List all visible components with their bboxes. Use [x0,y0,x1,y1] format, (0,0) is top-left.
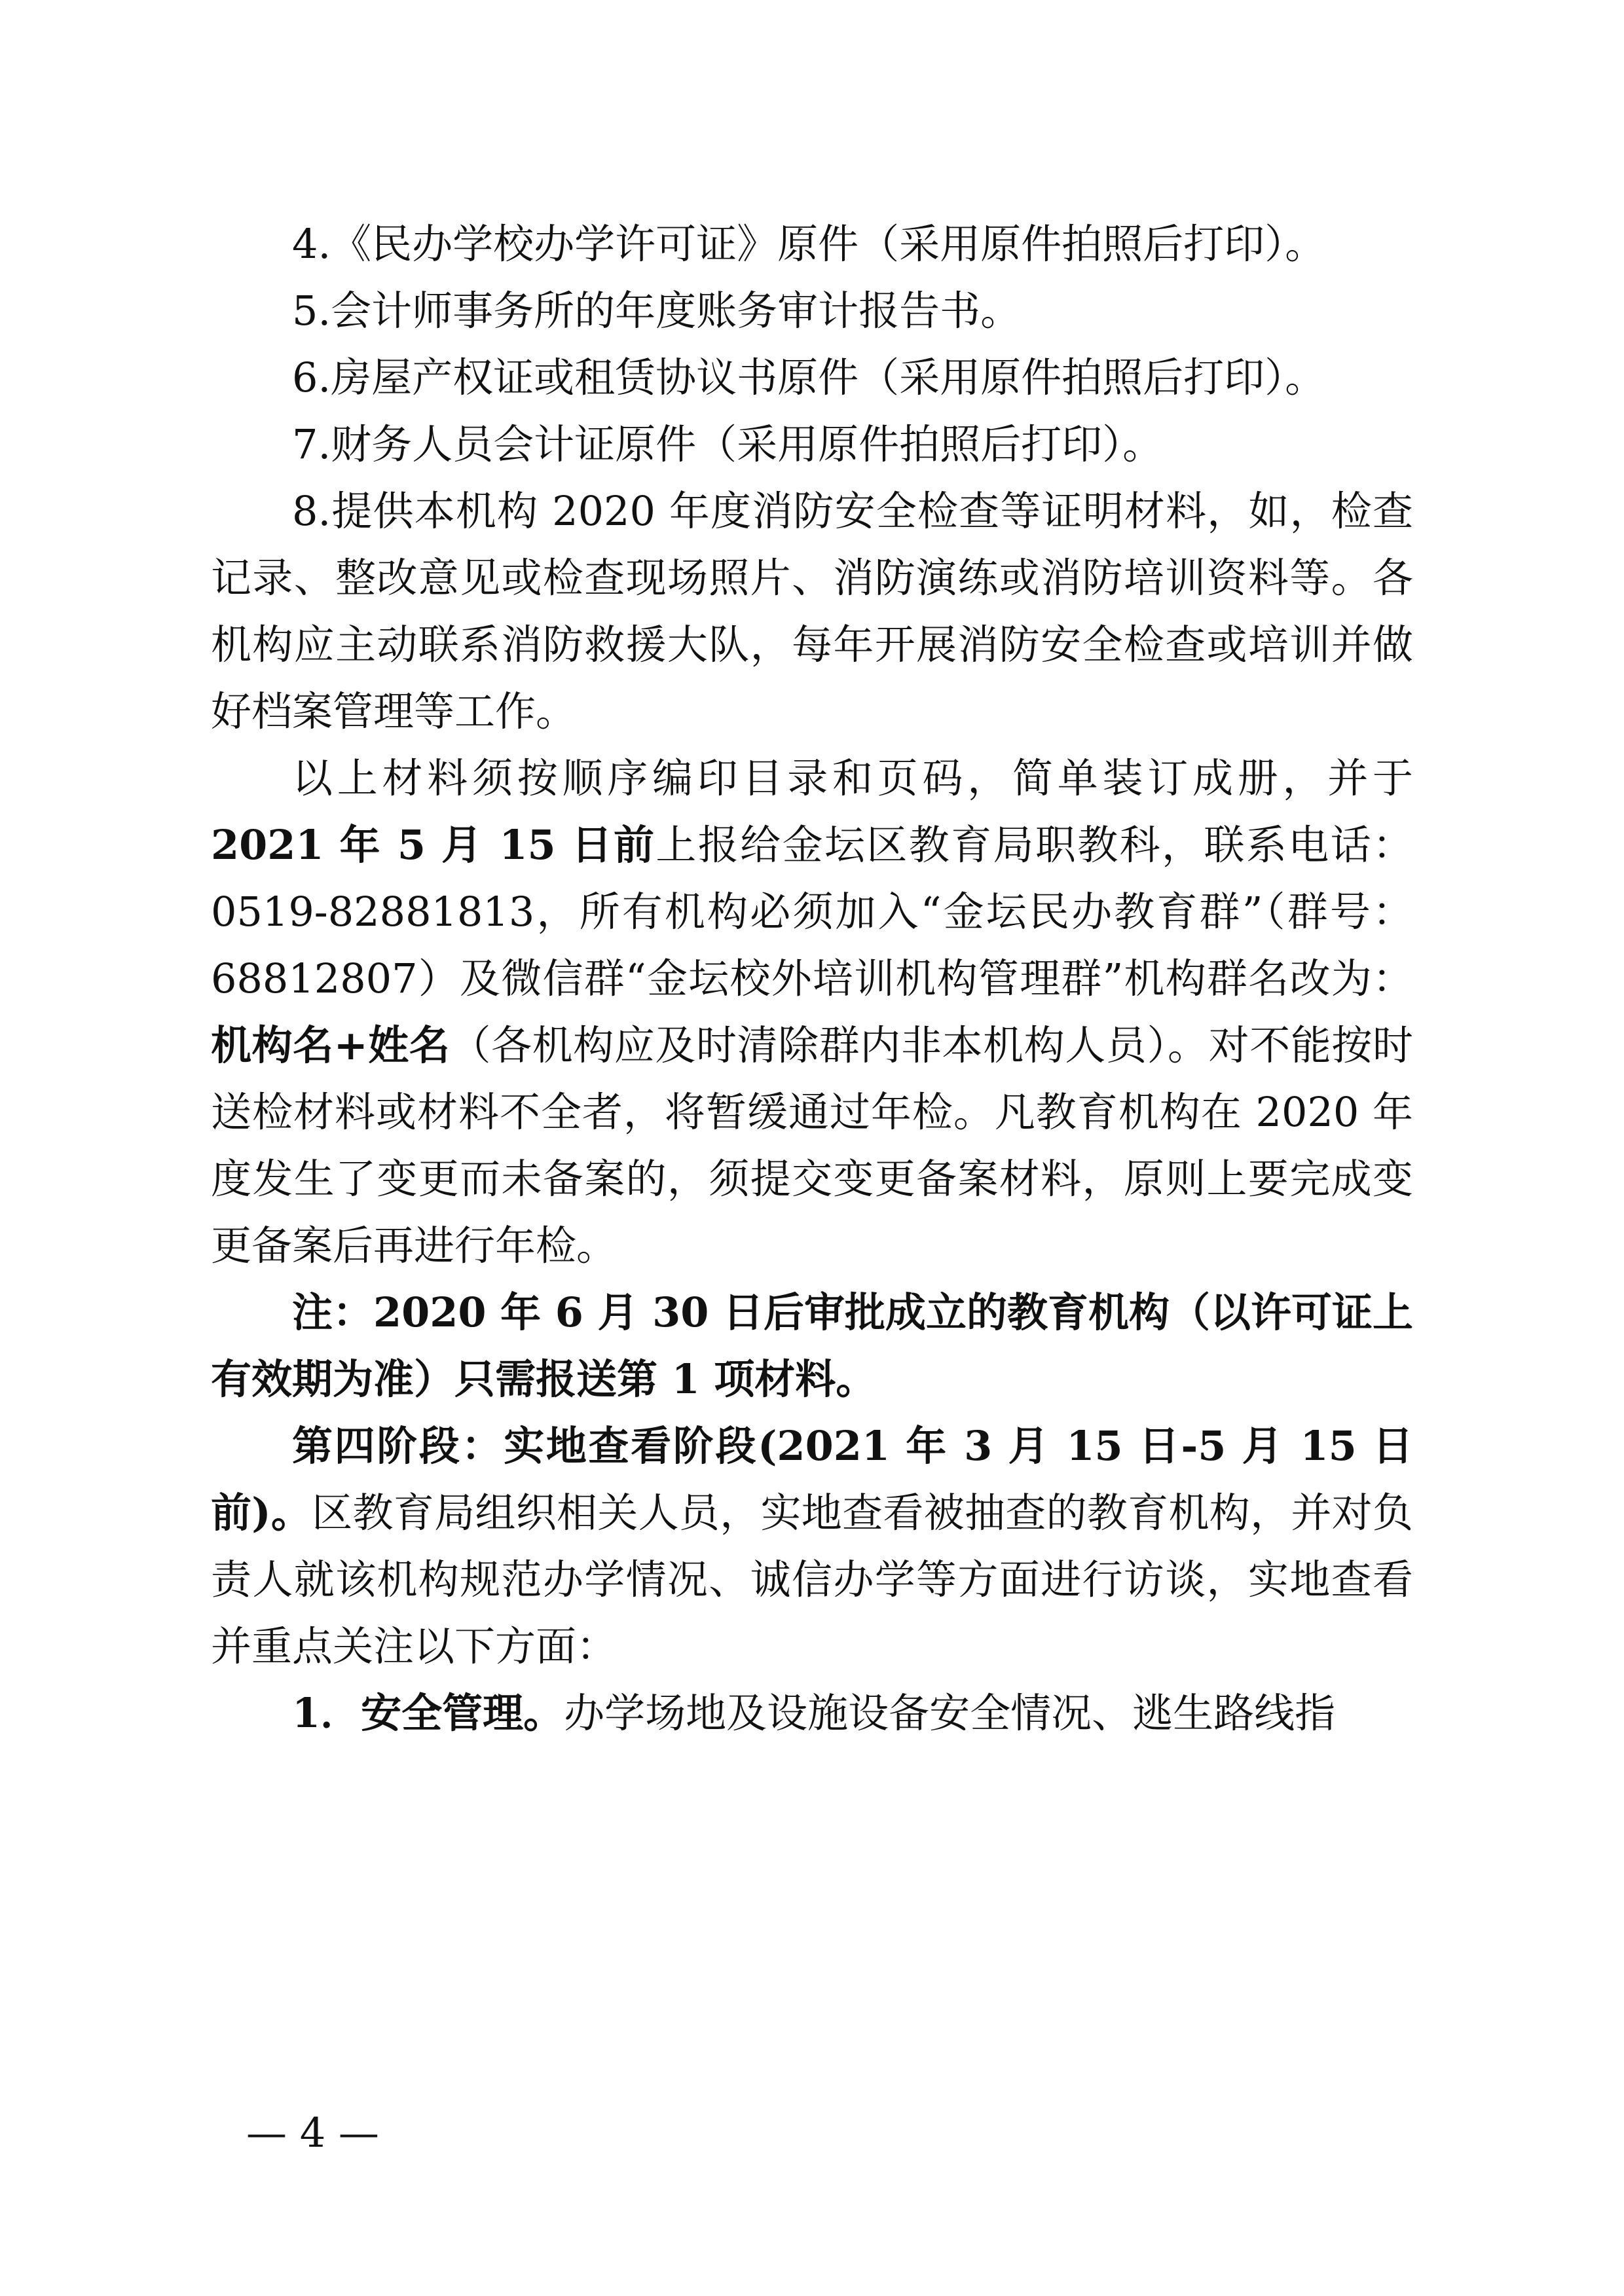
text-segment: 机构名+姓名 [211,1021,451,1069]
text-segment: 7.财务人员会计证原件（采用原件拍照后打印）。 [292,420,1164,468]
text-segment: 以上材料须按顺序编印目录和页码，简单装订成册，并于 [292,754,1413,802]
text-segment: 上报给金坛区教育局职教科，联系电话：0519-82881813，所有机构必须加入“金坛民办教育群”（群号：68812807）及微信群“金坛校外培训机构管理群”机构群名改为： [211,821,1413,1002]
text-segment: 第四阶段：实地查看阶段(2021 年 3 月 15 日-5 月 15 日前)。 [211,1422,1413,1537]
paragraph-safety-management [211,1680,1413,1747]
text-segment: 区教育局组织相关人员，实地查看被抽查的教育机构，并对负责人就该机构规范办学情况、诚信办学等方面进行访谈，实地查看并重点关注以下方面： [211,1489,1413,1670]
paragraph-item-5 [211,278,1413,344]
text-segment: 1．安全管理。 [292,1689,564,1737]
text-segment: （各机构应及时清除群内非本机构人员）。对不能按时送检材料或材料不全者，将暂缓通过年检。凡教育机构在 2020 年度发生了变更而未备案的，须提交变更备案材料，原则上要完成变更备案后再进行年检。 [211,1021,1413,1269]
text-segment: 办学场地及设施设备安全情况、逃生路线指 [564,1689,1336,1737]
text-segment: 4.《民办学校办学许可证》原件（采用原件拍照后打印）。 [292,220,1326,268]
text-segment: 6.房屋产权证或租赁协议书原件（采用原件拍照后打印）。 [292,354,1326,401]
paragraph-note [211,1279,1413,1413]
paragraph-item-7 [211,411,1413,478]
page-number: — 4 — [246,2109,379,2157]
paragraph-item-4 [211,211,1413,278]
text-segment: 2021 年 5 月 15 日前 [211,821,656,869]
text-segment: 8.提供本机构 2020 年度消防安全检查等证明材料，如，检查记录、整改意见或检查现场照片、消防演练或消防培训资料等。各机构应主动联系消防救援大队，每年开展消防安全检查或培训并做好档案管理等工作。 [211,487,1413,735]
paragraph-item-6 [211,344,1413,411]
text-segment: 5.会计师事务所的年度账务审计报告书。 [292,287,1022,335]
paragraph-submission-instructions [211,745,1413,1279]
paragraph-item-8 [211,478,1413,745]
document-body [211,211,1413,1747]
text-segment: 注：2020 年 6 月 30 日后审批成立的教育机构（以许可证上有效期为准）只需报送第 1 项材料。 [211,1288,1413,1403]
paragraph-stage-4 [211,1413,1413,1680]
